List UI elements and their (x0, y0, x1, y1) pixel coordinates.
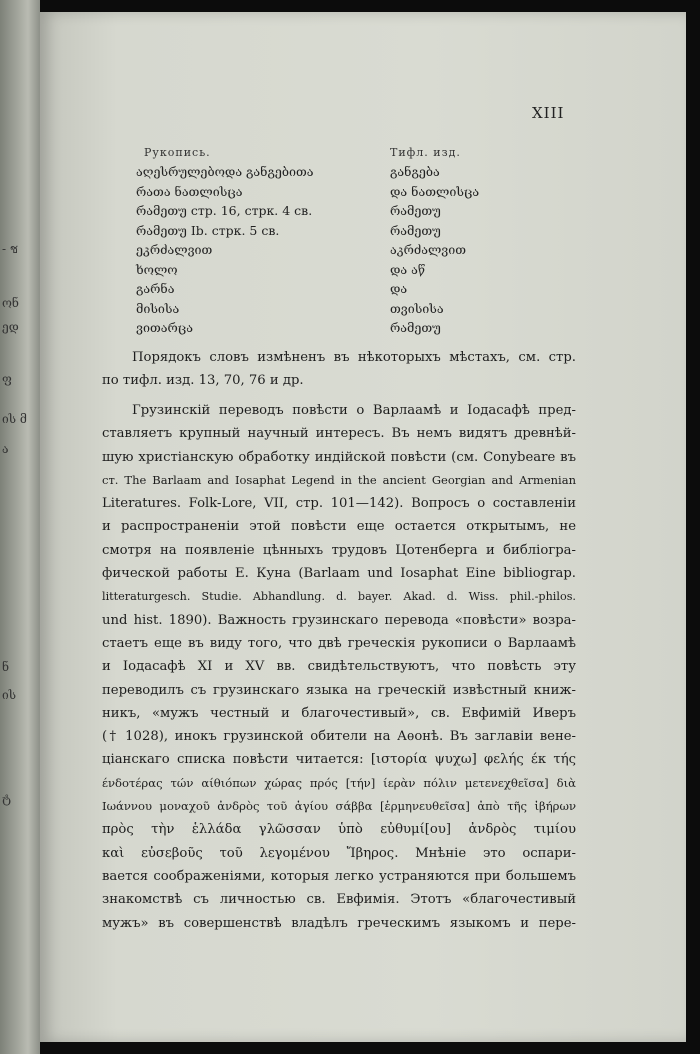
manuscript-reading: ხოლო (136, 261, 178, 277)
text-line: Порядокъ словъ измѣненъ въ нѣкоторыхъ мѣстахъ, см. стр. (132, 350, 576, 365)
page-number: XIII (532, 104, 565, 122)
text-line: († 1028), инокъ грузинской обители на Аѳонѣ. Въ заглавiи вене- (102, 729, 576, 745)
text-line: πρὸς τὴν ἑλλάδα γλῶσσαν ὑπὸ εὐθυμί[ου] ἀνδρὸς τιμίου (102, 822, 576, 838)
facing-page-fragment: ნ (2, 660, 10, 674)
text-line: стаетъ еще въ виду того, что двѣ греческiя рукописи о Варлаамѣ (102, 635, 576, 651)
table-header-tiflis-edition: Тифл. изд. (390, 146, 461, 159)
edition-reading: და აწ (390, 261, 426, 277)
text-line: ст. The Barlaam and Iosaphat Legend in the ancient Georgian and Armenian (102, 472, 576, 487)
table-row (136, 203, 476, 223)
word-order-note (102, 346, 576, 393)
text-line: und hist. 1890). Важность грузинскаго перевода «повѣсти» возра- (102, 612, 576, 628)
main-paragraph (102, 399, 576, 935)
edition-reading: რამეთუ (390, 203, 441, 218)
manuscript-reading: რათა ნათლისცა (136, 183, 243, 199)
text-line: фической работы Е. Куна (Barlaam und Iosaphat Eine bibliograp. (102, 566, 576, 582)
edition-reading: და (390, 281, 408, 296)
edition-reading: რამეთუ (390, 222, 441, 238)
text-line: вается соображенiями, которыя легко устраняются при большемъ (102, 868, 576, 884)
text-line: знакомствѣ съ личностью св. Евфимiя. Этотъ «благочестивый (102, 892, 576, 908)
table-row (136, 183, 480, 204)
text-line: ένδοτέρας τών αίθιόπων χώρας πρός [τήν] ίερὰν πόλιν μετενεχθεῖσα] διὰ (102, 775, 576, 790)
table-row (136, 301, 476, 321)
edition-reading: და ნათლისცა (390, 183, 480, 199)
facing-page-fragment: - ช (2, 242, 19, 256)
table-row (136, 320, 476, 340)
variant-readings-table (136, 164, 480, 340)
manuscript-reading: ვითარცა (136, 320, 193, 335)
facing-page-fragment: ის მ (2, 412, 27, 426)
facing-page-fragment: ფ (2, 372, 12, 386)
facing-page-fragment: ა (2, 442, 9, 456)
facing-page-fragment: ედ (2, 320, 19, 334)
text-line: Грузинскiй переводъ повѣсти о Варлаамѣ и Iодасафѣ пред- (132, 403, 576, 418)
text-line: никъ, «мужъ честный и благочестивый», св. Евфимiй Иверъ (102, 705, 576, 721)
table-row (136, 242, 476, 262)
table-row (136, 262, 476, 282)
text-line: и Iодасафѣ XI и XV вв. свидѣтельствуютъ, что повѣсть эту (102, 659, 576, 675)
text-line: шую христiанскую обработку индiйской повѣсти (см. Conybeare въ (102, 449, 576, 465)
manuscript-reading: ეკრძალვით (136, 242, 213, 257)
edition-reading: რამეთუ (390, 320, 441, 335)
manuscript-reading: გარნა (136, 281, 175, 296)
table-row (136, 223, 476, 243)
text-line: цiанскаго списка повѣсти читается: [ιστορία ψυχω] φελής έκ τής (102, 752, 576, 768)
edition-reading: აკრძალვით (390, 242, 467, 257)
text-line: Ιωάννου μοναχοῦ ἀνδρὸς τοῦ ἁγίου σάββα [ἑρμηνευθεῖσα] ἀπὸ τῆς ἰβήρων (102, 799, 576, 814)
edition-reading: თვისისა (390, 300, 444, 316)
edition-reading: განგება (390, 164, 440, 179)
text-line: смотря на появленiе цѣнныхъ трудовъ Цотенберга и библiогра- (102, 542, 576, 558)
text-line: litteraturgesch. Studie. Abhandlung. d. bayer. Akad. d. Wiss. phil.-philos. (102, 590, 576, 604)
book-page (40, 12, 686, 1042)
manuscript-reading: მისისა (136, 300, 180, 316)
manuscript-reading: აღესრულებოდა განგებითა (136, 164, 314, 179)
table-row (136, 281, 476, 301)
facing-page-fragment: ტ (2, 792, 11, 806)
text-line: переводилъ съ грузинскаго языка на греческiй извѣстный книж- (102, 682, 576, 698)
facing-page-edge (0, 0, 40, 1054)
text-line: ставляетъ крупный научный интересъ. Въ немъ видятъ древнѣй- (102, 426, 576, 442)
facing-page-fragment: ის (2, 688, 16, 702)
text-line: καὶ εὐσεβοῦς τοῦ λεγομένου Ἴβηρος. Мнѣнiе это оспари- (102, 845, 576, 861)
table-header-manuscript: Рукопись. (144, 146, 211, 159)
text-line: Literatures. Folk-Lore, VII, стр. 101—142). Вопросъ о составленiи (102, 496, 576, 512)
table-row (136, 164, 476, 184)
text-line: мужъ» въ совершенствѣ владѣлъ греческимъ языкомъ и пере- (102, 915, 576, 931)
manuscript-reading: რამეთუ стр. 16, стрк. 4 св. (136, 203, 313, 218)
text-line: и распространенiи этой повѣсти еще остается открытымъ, не (102, 519, 576, 535)
text-line: по тифл. изд. 13, 70, 76 и др. (102, 373, 304, 389)
manuscript-reading: რამეთუ Ib. стрк. 5 св. (136, 222, 280, 238)
facing-page-fragment: ონ (2, 296, 19, 310)
